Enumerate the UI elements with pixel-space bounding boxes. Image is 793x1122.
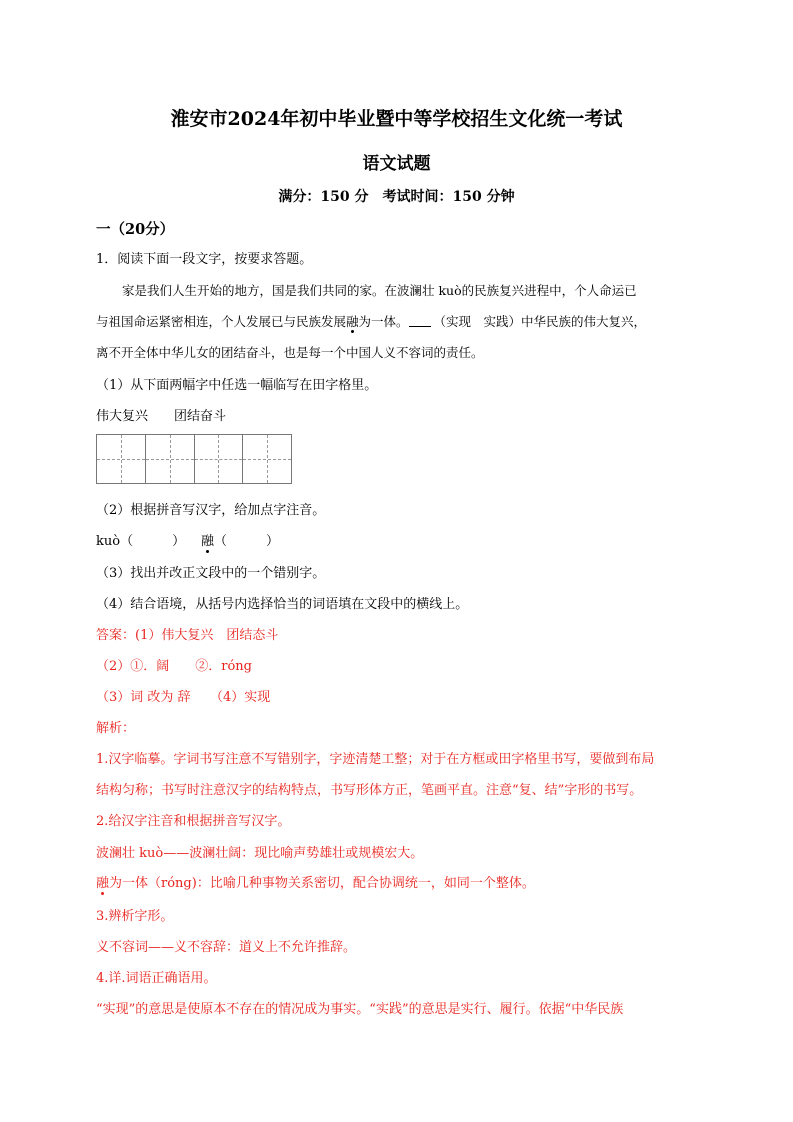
sub-question-1-words: 伟大复兴 团结奋斗	[96, 409, 227, 424]
analysis-2-line-2	[96, 872, 535, 891]
passage-line-3: 离不开全体中华儿女的团结奋斗，也是每一个中国人义不容词的责任。	[96, 345, 484, 360]
analysis-3-line-1: 义不容词——义不容辞：道义上不允许推辞。	[96, 940, 357, 955]
passage-text: （实现 实践）中华民族的伟大复兴，	[433, 314, 647, 329]
passage-line-2	[96, 312, 646, 330]
sub-question-3: （3）找出并改正文段中的一个错别字。	[96, 566, 326, 581]
tian-cell	[243, 435, 291, 483]
section-heading: 一（20分）	[96, 221, 175, 238]
fill-paren: （ ）	[214, 534, 280, 549]
sub-question-2-fill-a: kuò（ ）	[96, 534, 186, 549]
analysis-1-line-2: 结构匀称；书写时注意汉字的结构特点，书写形体方正，笔画平直。注意“复、结”字形的书写。	[96, 783, 643, 798]
analysis-3-heading: 3.辨析字形。	[96, 909, 174, 924]
analysis-4-line-1: “实现”的意思是使原本不存在的情况成为事实。“实践”的意思是实行、履行。依据“中华民族	[96, 1002, 624, 1017]
exam-subtitle: 语文试题	[362, 154, 431, 174]
sub-question-4: （4）结合语境，从括号内选择恰当的词语填在文段中的横线上。	[96, 597, 469, 612]
exam-title: 淮安市2024年初中毕业暨中等学校招生文化统一考试	[170, 108, 623, 130]
analysis-1-line-1: 1.汉字临摹。字词书写注意不写错别字，字迹清楚工整；对于在方框或田字格里书写，要做到布局	[96, 752, 655, 767]
fill-blank	[409, 314, 431, 327]
answer-line-1: 答案：(1）伟大复兴 团结态斗	[96, 628, 279, 643]
passage-text: 为一体。	[358, 314, 409, 329]
dotted-char: 融	[201, 534, 215, 549]
analysis-label: 解析：	[96, 721, 136, 736]
sub-question-2: （2）根据拼音写汉字，给加点字注音。	[96, 503, 326, 518]
analysis-2-line-1: 波澜壮 kuò——波澜壮阔：现比喻声势雄壮或规模宏大。	[96, 846, 424, 861]
tian-cell	[146, 435, 195, 483]
answer-line-2: （2）①．阔 ②．róng	[96, 659, 253, 674]
passage-line-1: 家是我们人生开始的地方，国是我们共同的家。在波澜壮 kuò的民族复兴进程中，个人命运已	[122, 283, 637, 298]
analysis-2-heading: 2.给汉字注音和根据拼音写汉字。	[96, 814, 291, 829]
tian-grid	[96, 434, 292, 484]
passage-text: 与祖国命运紧密相连，个人发展已与民族发展	[96, 314, 347, 329]
question-prompt: 1．阅读下面一段文字，按要求答题。	[96, 252, 313, 267]
tian-cell	[97, 435, 146, 483]
exam-meta: 满分：150 分 考试时间：150 分钟	[278, 189, 515, 205]
dotted-char: 融	[96, 876, 110, 891]
analysis-text: 为一体（róng)：比喻几种事物关系密切，配合协调统一，如同一个整体。	[109, 876, 535, 891]
analysis-4-heading: 4.详.词语正确语用。	[96, 971, 217, 986]
dotted-char: 融	[346, 314, 359, 329]
sub-question-1: （1）从下面两幅字中任选一幅临写在田字格里。	[96, 378, 378, 393]
sub-question-2-fill-b	[201, 530, 279, 549]
answer-line-3: （3）词 改为 辞 （4）实现	[96, 690, 271, 705]
tian-cell	[195, 435, 244, 483]
